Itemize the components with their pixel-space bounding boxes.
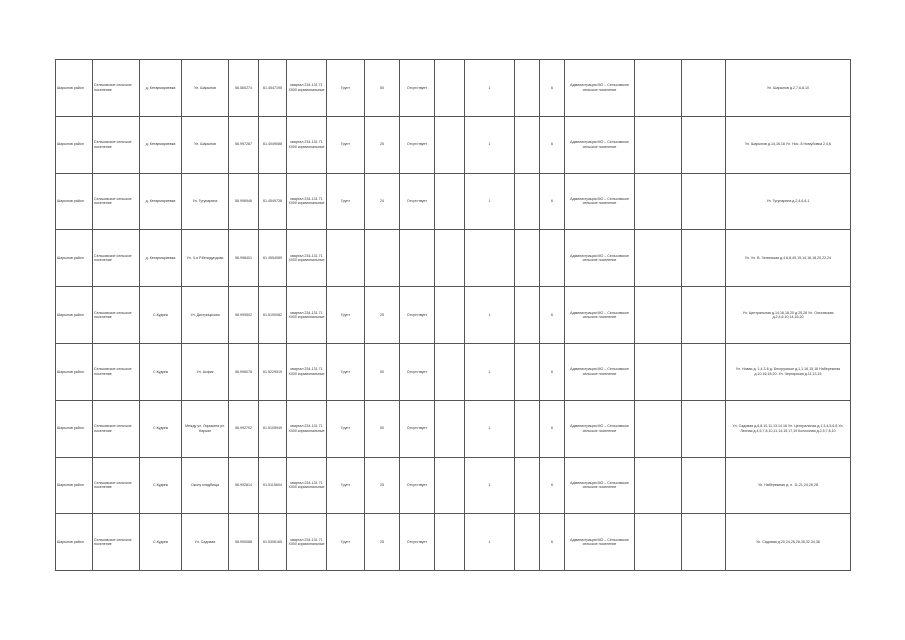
table-cell: Ул. Гугунарина д.2,4,6,8,1: [726, 173, 851, 230]
table-cell: 56.999502: [229, 287, 259, 344]
table-cell: Отсутствует: [400, 400, 435, 457]
table-cell: квартал 234-131 71 Х000 кормиональные: [287, 287, 327, 344]
table-cell: Администрация МО – Сельсовское сельское поселение: [565, 60, 635, 117]
table-cell: Шарыпов район: [56, 173, 93, 230]
table-cell: Ул. Центральная д.14,16,18,20 д.25,28 Ул. Ольговская д.2,4,6,10,14,16,20: [726, 287, 851, 344]
table-cell: [515, 230, 540, 287]
table-cell: 25: [365, 287, 400, 344]
table-cell: [682, 287, 726, 344]
table-cell: Ул. Новая д. 1,4,3-6 д. Бесгрузское д.1,1,16,15,18 Набережная д.10,16,18,20. Ул. Чергирская д.11,13,15: [726, 343, 851, 400]
table-cell: [400, 230, 435, 287]
table-cell: Сельсовское сельское поселение: [93, 230, 140, 287]
table-cell: 25: [365, 457, 400, 514]
table-cell: [682, 116, 726, 173]
table-cell: Шарыпов район: [56, 230, 93, 287]
table-cell: [435, 60, 465, 117]
table-cell: [635, 514, 682, 571]
table-cell: 6: [540, 343, 565, 400]
table-cell: Ул. Шарыпов д.14,16,18 Ул. Нос. 8 Номубовка 2,4,6: [726, 116, 851, 173]
table-cell: [435, 116, 465, 173]
table-cell: Отсутствует: [400, 287, 435, 344]
table-cell: Сельсовское сельское поселение: [93, 343, 140, 400]
table-cell: [435, 287, 465, 344]
table-cell: Ул. Ул. В. Зелинская д.4,6,8,40,15,14,16,18,20,22,24: [726, 230, 851, 287]
table-cell: 56.996078: [229, 343, 259, 400]
table-row: [56, 173, 851, 230]
table-cell: Шарыпов район: [56, 343, 93, 400]
table-cell: Грунт: [327, 457, 365, 514]
table-cell: 6: [540, 400, 565, 457]
table-cell: 1: [465, 287, 515, 344]
table-cell: [635, 400, 682, 457]
table-cell: 1: [465, 343, 515, 400]
table-cell: С.Кудинк: [140, 514, 182, 571]
table-cell: 56.990088: [229, 514, 259, 571]
table-cell: [515, 173, 540, 230]
table-cell: [635, 457, 682, 514]
table-cell: 1: [465, 457, 515, 514]
table-cell: Между ул. Лирикина ул. Нарьян: [182, 400, 229, 457]
table-cell: Шарыпов район: [56, 514, 93, 571]
table-cell: [435, 343, 465, 400]
table-cell: д. Кетармариевка: [140, 230, 182, 287]
table-cell: Отсутствует: [400, 60, 435, 117]
table-cell: [515, 287, 540, 344]
table-cell: 61.4554089: [259, 230, 287, 287]
table-cell: квартал 234-131 71 Х000 кормиональные: [287, 173, 327, 230]
table-cell: Грунт: [327, 514, 365, 571]
table-cell: квартал 234-131 71 Х000 кормиональные: [287, 400, 327, 457]
table-cell: 56.992814: [229, 457, 259, 514]
table-cell: Ул. Садовая д.20,24,26,28,30,32,34,36: [726, 514, 851, 571]
table-cell: Сельсовское сельское поселение: [93, 400, 140, 457]
table-cell: [515, 400, 540, 457]
table-cell: 61.5306165: [259, 514, 287, 571]
table-cell: Администрация МО – Сельсовское сельское поселение: [565, 400, 635, 457]
table-cell: Шарыпов район: [56, 60, 93, 117]
table-cell: Администрация МО – Сельсовское сельское поселение: [565, 457, 635, 514]
table-cell: 56.997287: [229, 116, 259, 173]
table-cell: Сельсовское сельское поселение: [93, 173, 140, 230]
table-cell: [635, 230, 682, 287]
table-cell: 6: [540, 457, 565, 514]
table-cell: Ул. Гугунарина: [182, 173, 229, 230]
table-cell: Ул. Садовая: [182, 514, 229, 571]
table-cell: 25: [365, 116, 400, 173]
table-cell: [515, 60, 540, 117]
table-cell: 1: [465, 400, 515, 457]
table-cell: Администрация МО – Сельсовское сельское поселение: [565, 287, 635, 344]
table-row: [56, 514, 851, 571]
table-cell: квартал 234-131 71 Х000 кормиональные: [287, 230, 327, 287]
table-cell: 6: [540, 514, 565, 571]
table-cell: квартал 234-131 71 Х000 кормиональные: [287, 116, 327, 173]
table-row: [56, 400, 851, 457]
table-cell: 6: [540, 60, 565, 117]
table-cell: 6: [540, 173, 565, 230]
table-cell: 50: [365, 400, 400, 457]
table-cell: Сельсовское сельское поселение: [93, 287, 140, 344]
table-cell: 24: [365, 173, 400, 230]
table-cell: [435, 230, 465, 287]
table-cell: С.Кудинк: [140, 287, 182, 344]
table-cell: 25: [365, 514, 400, 571]
table-cell: Грунт: [327, 343, 365, 400]
table-cell: д. Кетармариевка: [140, 60, 182, 117]
table-cell: С.Кудинк: [140, 400, 182, 457]
table-cell: Отсутствует: [400, 514, 435, 571]
table-cell: 6: [540, 287, 565, 344]
table-cell: квартал 234-131 71 Х000 кормиональные: [287, 457, 327, 514]
table-cell: [635, 287, 682, 344]
table-cell: [635, 116, 682, 173]
table-cell: Грунт: [327, 400, 365, 457]
table-cell: Ул. Шарыпов: [182, 60, 229, 117]
table-cell: 56.560274: [229, 60, 259, 117]
table-cell: [682, 514, 726, 571]
table-cell: Грунт: [327, 116, 365, 173]
table-cell: [435, 173, 465, 230]
table-cell: [635, 60, 682, 117]
table-cell: Шарыпов район: [56, 287, 93, 344]
table-cell: [682, 457, 726, 514]
table-cell: [682, 60, 726, 117]
table-cell: Сельсовское сельское поселение: [93, 514, 140, 571]
table-cell: 1: [465, 173, 515, 230]
table-cell: Шарыпов район: [56, 116, 93, 173]
table-cell: квартал 234-131 71 Х000 кормиональные: [287, 343, 327, 400]
table-cell: Околу кладбища: [182, 457, 229, 514]
table-cell: 61.5105949: [259, 400, 287, 457]
table-cell: [435, 400, 465, 457]
table-cell: [682, 230, 726, 287]
table-row: [56, 457, 851, 514]
table-cell: 50: [365, 343, 400, 400]
table-cell: 56.998946: [229, 173, 259, 230]
table-cell: [465, 230, 515, 287]
table-cell: 50: [365, 60, 400, 117]
table-cell: Ул. Садовая д.6,8,10,11,13,14,16 Ул. Центральная д.1,3,4,5,6,8 Ул. Лесная д.4,5,7,8,10,11,14,15,17,19 Колхозная д.2,5,7,8,10: [726, 400, 851, 457]
table-cell: [515, 116, 540, 173]
table-cell: Отсутствует: [400, 343, 435, 400]
table-cell: Ул. Дистрицкская: [182, 287, 229, 344]
table-cell: Сельсовское сельское поселение: [93, 457, 140, 514]
table-cell: С.Кудинк: [140, 457, 182, 514]
table-row: [56, 343, 851, 400]
table-cell: Отсутствует: [400, 457, 435, 514]
table-cell: Администрация МО – Сельсовское сельское поселение: [565, 230, 635, 287]
table-cell: [435, 457, 465, 514]
table-cell: 6: [540, 116, 565, 173]
table-cell: 61.5190082: [259, 287, 287, 344]
table-cell: Ул. Набережная д. н. 11,21,24,26,28: [726, 457, 851, 514]
table-row: [56, 60, 851, 117]
table-cell: 1: [465, 60, 515, 117]
table-cell: Грунт: [327, 173, 365, 230]
table-cell: квартал 234-131 71 Х000 кормиональные: [287, 60, 327, 117]
table-cell: Администрация МО – Сельсовское сельское поселение: [565, 343, 635, 400]
table-cell: Грунт: [327, 60, 365, 117]
table-cell: 61.4549738: [259, 173, 287, 230]
table-cell: Администрация МО – Сельсовское сельское поселение: [565, 514, 635, 571]
table-cell: 1: [465, 116, 515, 173]
table-cell: 61.5229519: [259, 343, 287, 400]
table-cell: 61.4547195: [259, 60, 287, 117]
table-cell: Отсутствует: [400, 173, 435, 230]
table-cell: [365, 230, 400, 287]
table-cell: д. Кетармариевка: [140, 116, 182, 173]
table-cell: Сельсовское сельское поселение: [93, 116, 140, 173]
table-cell: Шарыпов район: [56, 400, 93, 457]
table-cell: С.Кудинк: [140, 343, 182, 400]
table-cell: [327, 230, 365, 287]
table-cell: 1: [465, 514, 515, 571]
table-cell: [682, 400, 726, 457]
table-row: [56, 116, 851, 173]
table-cell: д. Кетармариевка: [140, 173, 182, 230]
table-row: [56, 230, 851, 287]
table-cell: [682, 343, 726, 400]
table-cell: Ул. Шарыпов д.2,7,6,8,10: [726, 60, 851, 117]
table-cell: 56.998401: [229, 230, 259, 287]
table-cell: Администрация МО – Сельсовское сельское поселение: [565, 173, 635, 230]
table-cell: Ул. Ч.и Р.Кечидундовь: [182, 230, 229, 287]
table-cell: [540, 230, 565, 287]
table-cell: [435, 514, 465, 571]
table-cell: [515, 343, 540, 400]
table-cell: [682, 173, 726, 230]
table-cell: Администрация МО – Сельсовское сельское поселение: [565, 116, 635, 173]
table-cell: 61.4049088: [259, 116, 287, 173]
table-cell: [635, 173, 682, 230]
table-cell: Сельсовское сельское поселение: [93, 60, 140, 117]
table-cell: 61.5115604: [259, 457, 287, 514]
table-cell: [515, 457, 540, 514]
table-cell: Ул. Асфик: [182, 343, 229, 400]
table-cell: Отсутствует: [400, 116, 435, 173]
table-row: [56, 287, 851, 344]
table-cell: [515, 514, 540, 571]
table-cell: [635, 343, 682, 400]
table-cell: 56.992792: [229, 400, 259, 457]
table-cell: Ул. Шарыпов: [182, 116, 229, 173]
table-cell: Грунт: [327, 287, 365, 344]
table-cell: квартал 234-131 71 Х000 кормиональные: [287, 514, 327, 571]
table-cell: Шарыпов район: [56, 457, 93, 514]
register-table: [55, 59, 851, 571]
